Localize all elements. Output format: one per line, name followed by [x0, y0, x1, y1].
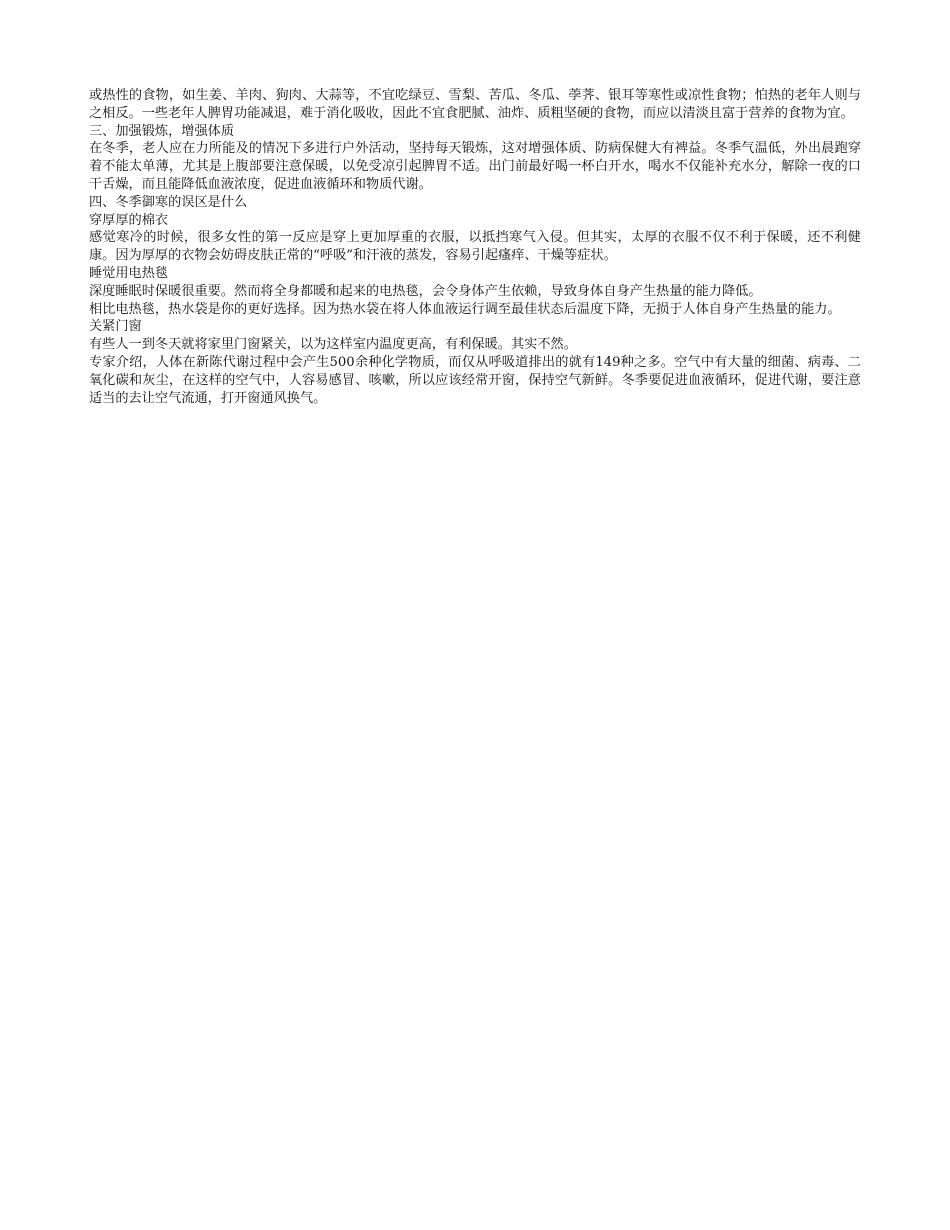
- document-body: [89, 87, 861, 407]
- close-windows-paragraph: 有些人一到冬天就将家里门窗紧关，以为这样室内温度更高，有利保暖。其实不然。: [89, 337, 577, 353]
- subheading-thick-clothes: 穿厚厚的棉衣: [89, 212, 169, 228]
- subheading-electric-blanket: 睡觉用电热毯: [89, 265, 169, 281]
- diet-paragraph: 或热性的食物，如生姜、羊肉、狗肉、大蒜等，不宜吃绿豆、雪梨、苦瓜、冬瓜、荸荠、银耳等寒性或凉性食物；怕热的老年人则与之相反。一些老年人脾胃功能减退，难于消化吸收，因此不宜食肥腻、油炸、质粗坚硬的食物，而应以清淡且富于营养的食物为宜。: [89, 88, 861, 121]
- electric-blanket-paragraph: 深度睡眠时保暖很重要。然而将全身都暖和起来的电热毯，会令身体产生依赖，导致身体自身产生热量的能力降低。: [89, 283, 762, 299]
- hot-water-bag-paragraph: 相比电热毯，热水袋是你的更好选择。因为热水袋在将人体血液运行调至最佳状态后温度下降，无损于人体自身产生热量的能力。: [89, 301, 841, 317]
- thick-clothes-paragraph: 感觉寒冷的时候，很多女性的第一反应是穿上更加厚重的衣服，以抵挡寒气入侵。但其实，太厚的衣服不仅不利于保暖，还不利健康。因为厚厚的衣物会妨碍皮肤正常的“呼吸”和汗液的蒸发，容易引起瘙痒、干燥等症状。: [89, 230, 861, 264]
- section-heading-exercise: 三、加强锻炼，增强体质: [89, 123, 235, 139]
- ventilation-paragraph: 专家介绍，人体在新陈代谢过程中会产生500余种化学物质，而仅从呼吸道排出的就有149种之多。空气中有大量的细菌、病毒、二氧化碳和灰尘，在这样的空气中，人容易感冒、咳嗽，所以应该经常开窗，保持空气新鲜。冬季要促进血液循环，促进代谢，要注意适当的去让空气流通，打开窗通风换气。: [89, 354, 861, 406]
- subheading-close-windows: 关紧门窗: [89, 319, 142, 335]
- section-heading-misconceptions: 四、冬季御寒的误区是什么: [89, 194, 248, 210]
- exercise-paragraph: 在冬季，老人应在力所能及的情况下多进行户外活动，坚持每天锻炼，这对增强体质、防病保健大有裨益。冬季气温低，外出晨跑穿着不能太单薄，尤其是上腹部要注意保暖，以免受凉引起脾胃不适。出门前最好喝一杯白开水，喝水不仅能补充水分，解除一夜的口干舌燥，而且能降低血液浓度，促进血液循环和物质代谢。: [89, 141, 861, 192]
